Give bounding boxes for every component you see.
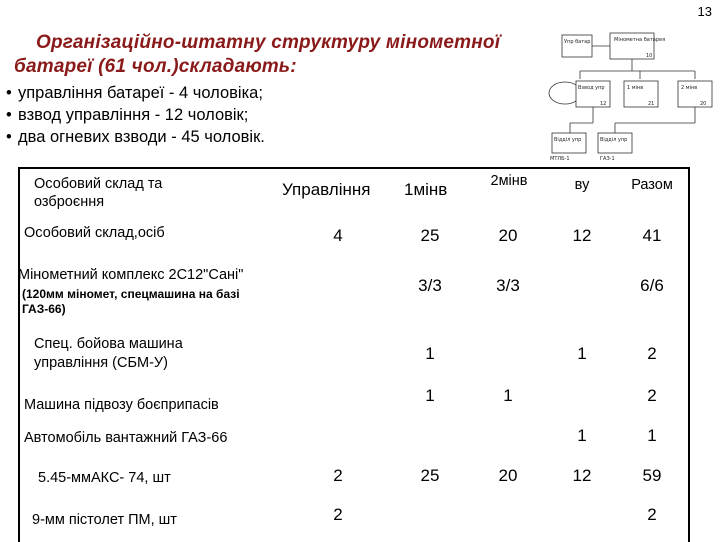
cell-upr: 2 — [333, 466, 343, 485]
cell-mv1: 1 — [425, 344, 435, 363]
cell-total: 2 — [647, 386, 657, 405]
org-label: 20 — [700, 101, 707, 107]
cell-vu: 12 — [572, 466, 592, 485]
org-label: 12 — [600, 101, 607, 107]
row-note: (120мм міномет, спецмашина на базі ГАЗ-66) — [22, 287, 240, 316]
header-mv2: 2мінв — [490, 173, 528, 189]
header-item: Особовий склад та озброєння — [34, 176, 163, 210]
row-label: Мінометний комплекс 2С12"Сані" — [18, 267, 244, 283]
bullet-dot-icon: • — [6, 106, 12, 124]
cell-mv1: 25 — [420, 226, 440, 245]
cell-vu: 12 — [572, 226, 592, 245]
cell-mv1: 25 — [420, 466, 440, 485]
row-label: Машина підвозу боєприпасів — [24, 397, 219, 413]
bullet-text: взвод управління - 12 чоловік; — [18, 106, 249, 124]
title-line-1: Організаційно-штатну структуру мінометної — [36, 32, 501, 53]
cell-vu: 1 — [577, 426, 587, 445]
org-box — [598, 133, 632, 153]
bullet-dot-icon: • — [6, 128, 12, 146]
row-label: Спец. бойова машина управління (СБМ-У) — [34, 336, 183, 371]
slide-number: 13 — [697, 4, 712, 19]
cell-total: 2 — [647, 344, 657, 363]
bullet-text: управління батареї - 4 чоловіка; — [18, 84, 263, 102]
bullet-text: два огневих взводи - 45 чоловік. — [18, 128, 265, 146]
cell-mv1: 1 — [425, 386, 435, 405]
row-label: 5.45-ммАКС- 74, шт — [38, 470, 171, 486]
cell-mv1: 3/3 — [418, 276, 442, 295]
header-total: Разом — [631, 177, 673, 193]
bullet-item — [6, 128, 265, 147]
cell-mv2: 20 — [498, 466, 518, 485]
cell-total: 2 — [647, 505, 657, 524]
header-vu: ву — [574, 177, 590, 193]
header-mv1: 1мінв — [404, 180, 448, 199]
title-line-2: батареї (61 чол.)складають: — [14, 56, 297, 77]
bullet-item — [6, 84, 263, 103]
row-label: Особовий склад,осіб — [24, 225, 165, 241]
bullet-dot-icon: • — [6, 84, 12, 102]
cell-upr: 2 — [333, 505, 343, 524]
cell-vu: 1 — [577, 344, 587, 363]
org-label: 1 мінв — [627, 85, 644, 91]
cell-total: 59 — [642, 466, 662, 485]
org-chart-diagram — [540, 27, 720, 167]
org-label: Взвод упр — [578, 85, 605, 91]
org-label: Мінометна батарея — [614, 37, 666, 43]
org-chart-svg — [540, 27, 720, 167]
org-label: 21 — [648, 101, 655, 107]
cell-mv2: 3/3 — [496, 276, 520, 295]
cell-mv2: 20 — [498, 226, 518, 245]
cell-mv2: 1 — [503, 386, 513, 405]
org-label: Упр батар — [564, 39, 591, 45]
cell-total: 41 — [642, 226, 662, 245]
bullet-item — [6, 106, 248, 125]
org-label: ГАЗ-1 — [600, 156, 615, 162]
row-label: 9-мм пістолет ПМ, шт — [32, 512, 177, 528]
cell-total: 6/6 — [640, 276, 664, 295]
cell-upr: 4 — [333, 226, 343, 245]
org-label: Відділ упр — [554, 137, 582, 143]
org-label: 2 мінв — [681, 85, 698, 91]
org-label: 10 — [646, 53, 653, 59]
org-label: Відділ упр — [600, 137, 628, 143]
header-upr: Управління — [282, 180, 371, 199]
staffing-table — [18, 167, 690, 542]
cell-total: 1 — [647, 426, 657, 445]
org-label: МТЛБ-1 — [550, 156, 570, 162]
row-label: Автомобіль вантажний ГАЗ-66 — [24, 430, 228, 446]
org-box — [552, 133, 586, 153]
